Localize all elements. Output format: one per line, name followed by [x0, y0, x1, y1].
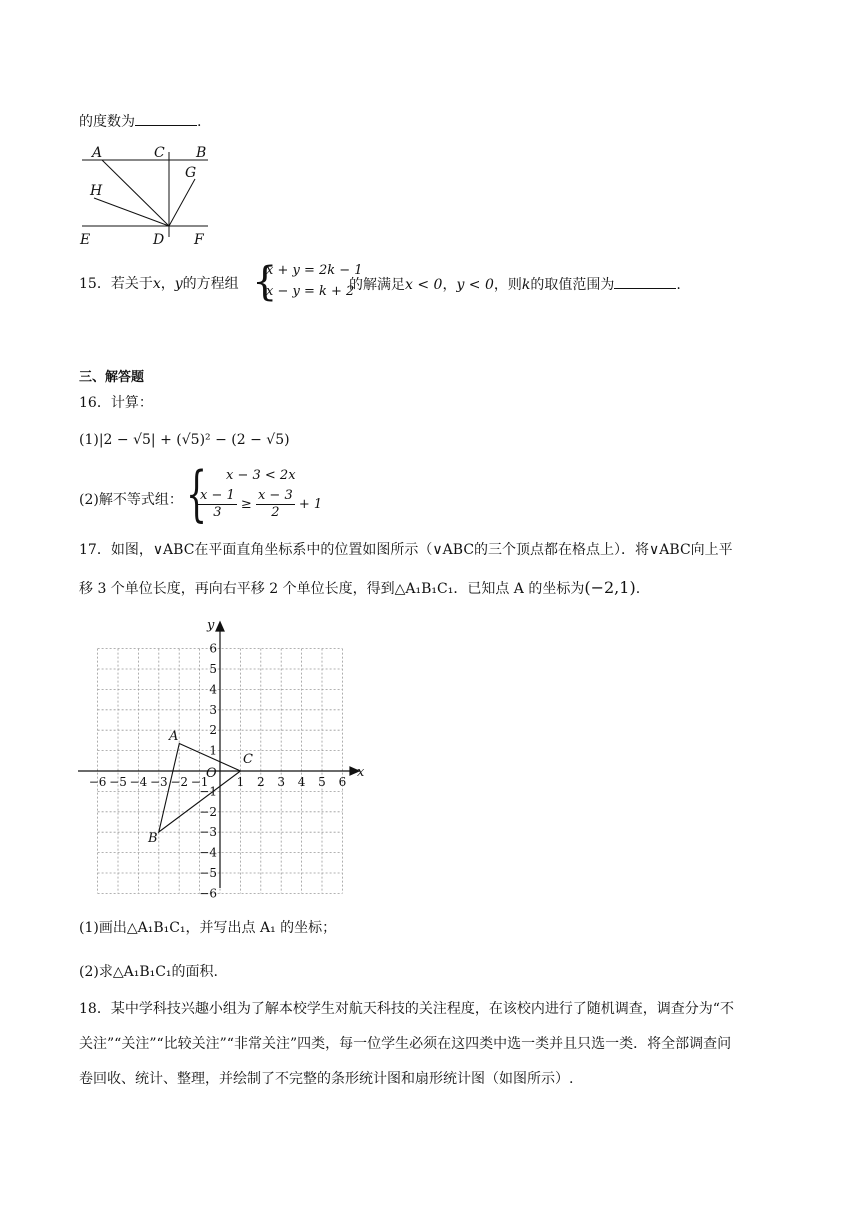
q16-part1: (1)|2 − √5| + (√5)² − (2 − √5): [79, 432, 290, 448]
line-da: [102, 160, 169, 226]
y-tick-label: −1: [199, 784, 217, 799]
label-c: C: [154, 145, 165, 161]
x-tick-label: −4: [129, 774, 148, 789]
q16-title: 16．计算：: [79, 395, 153, 411]
x-tick-label: −5: [109, 774, 127, 789]
q17-part1: (1)画出△A₁B₁C₁，并写出点 A₁ 的坐标；: [79, 920, 337, 936]
x-axis-label: x: [357, 765, 365, 780]
y-tick-label: 1: [209, 743, 217, 758]
y-tick-label: 4: [209, 682, 217, 697]
q18-line3: 卷回收、统计、整理，并绘制了不完整的条形统计图和扇形统计图（如图所示）.: [79, 1071, 574, 1087]
q15: 15．若关于x，y的方程组: [79, 276, 239, 292]
y-tick-label: 6: [209, 641, 217, 656]
q17-line2: 移 3 个单位长度，再向右平移 2 个单位长度，得到△A₁B₁C₁．已知点 A 的坐标为(−2,1).: [79, 578, 641, 597]
section-title: 三、解答题: [79, 370, 145, 385]
label-e: E: [80, 232, 91, 248]
q18-line2: 关注”“关注”“比较关注”“非常关注”四类，每一位学生必须在这四类中选一类并且只选一类．将全部调查问: [79, 1036, 732, 1052]
answer-blank: [135, 111, 197, 126]
y-axis-label: y: [207, 618, 215, 633]
x-tick-label: 5: [318, 774, 326, 789]
origin-label: O: [206, 766, 217, 781]
q18-line1: 18．某中学科技兴趣小组为了解本校学生对航天科技的关注程度，在该校内进行了随机调查，调查分为“不: [79, 1001, 734, 1017]
q17-line1: 17．如图，∨ABC在平面直角坐标系中的位置如图所示（∨ABC的三个顶点都在格点上）．将∨ABC向上平: [79, 542, 733, 558]
q16-brace: {: [186, 459, 208, 529]
q17-part2: (2)求△A₁B₁C₁的面积.: [79, 964, 218, 980]
x-tick-label: 1: [236, 774, 245, 789]
answer-blank: [614, 274, 676, 289]
y-tick-label: 2: [209, 723, 217, 738]
x-tick-label: −6: [88, 774, 107, 789]
parallel-lines-figure: [76, 140, 216, 248]
q15-conditions: 的解满足x < 0，y < 0，则k的取值范围为 .: [349, 274, 681, 295]
q14-tail: 的度数为 .: [79, 111, 201, 132]
line-dg: [169, 179, 195, 226]
x-tick-label: 4: [297, 774, 306, 789]
x-tick-label: 3: [277, 774, 286, 789]
y-tick-label: −4: [199, 845, 217, 860]
x-tick-label: −1: [190, 774, 209, 789]
y-tick-label: −3: [199, 825, 217, 840]
y-tick-label: 3: [209, 702, 217, 717]
x-tick-label: 2: [256, 774, 265, 789]
label-b: B: [196, 145, 207, 161]
label-h: H: [90, 183, 103, 199]
label-d: D: [153, 232, 165, 248]
x-tick-label: −2: [170, 774, 189, 789]
x-tick-label: 6: [338, 774, 347, 789]
y-tick-label: 5: [209, 662, 217, 676]
y-tick-label: −5: [199, 866, 217, 880]
label-g: G: [185, 165, 197, 181]
x-tick-label: −3: [149, 774, 168, 789]
y-tick-label: −2: [199, 804, 217, 819]
x-tick-labels: [89, 775, 346, 789]
label-f: F: [194, 232, 204, 248]
q16-ineq1: x − 3 < 2x: [226, 468, 296, 483]
label-a: A: [92, 145, 103, 161]
q16-part2-label: (2)解不等式组：: [79, 492, 183, 508]
point-b-label: B: [148, 831, 158, 846]
y-axis-arrow-icon: [216, 622, 224, 631]
coordinate-grid: [76, 616, 372, 898]
point-a-label: A: [169, 729, 179, 744]
q15-system: x + y = 2k − 1 x − y = k + 2: [266, 263, 363, 299]
y-tick-label: −6: [199, 886, 217, 898]
point-c-label: C: [243, 752, 253, 767]
line-dh: [94, 198, 169, 226]
q16-ineq2: $\frac{x - 1}{3}$ ≥ $\frac{x - 3}{2}$ + 1: [200, 488, 323, 520]
q15-brace: {: [252, 259, 278, 305]
